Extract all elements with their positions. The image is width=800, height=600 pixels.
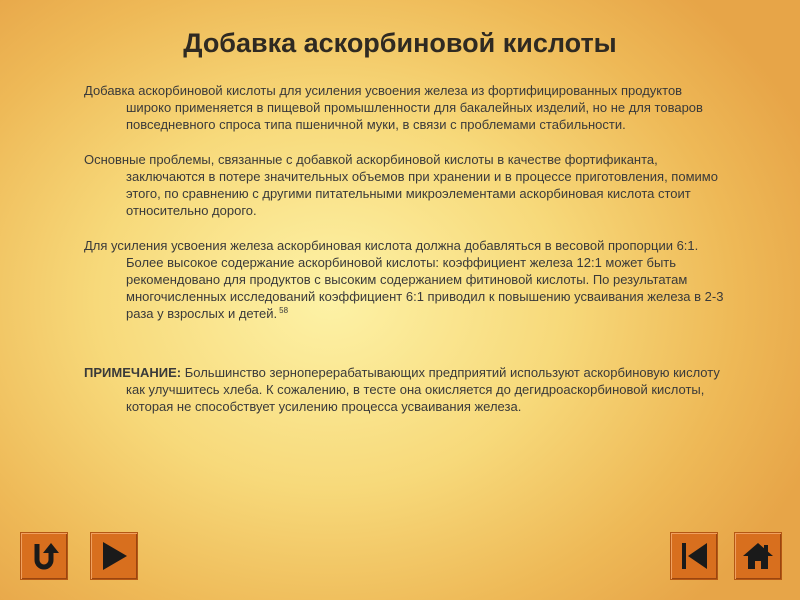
home-icon [740, 538, 776, 574]
return-icon [26, 538, 62, 574]
play-forward-icon [96, 538, 132, 574]
paragraph-3 [84, 237, 724, 322]
note-label: ПРИМЕЧАНИЕ: [84, 365, 182, 380]
home-button[interactable] [734, 532, 782, 580]
first-slide-button[interactable] [670, 532, 718, 580]
paragraph-3-text: Для усиления усвоения железа аскорбиновая кислота должна добавляться в весовой пропорции 6:1. Более высокое содержание аскорбиновой кислоты: коэффициент железа 12:1 может быть рекомендовано для продуктов с высоким содержанием фитиновой кислоты. По результатам многочисленных исследований коэффициент 6:1 приводил к повышению усваивания железа в 2-3 раза у взрослых и детей. [84, 238, 724, 321]
skip-to-start-icon [676, 538, 712, 574]
paragraph-1: Добавка аскорбиновой кислоты для усиления усвоения железа из фортифицированных продуктов широко применяется в пищевой промышленности для бакалейных изделий, но не для товаров повседневного спроса типа пшеничной муки, в связи с проблемами стабильности. [84, 83, 703, 132]
note-text: Большинство зерноперерабатывающих предприятий используют аскорбиновую кислоту как улучшитесь хлеба. К сожалению, в тесте она окисляется до дегидроаскорбиновой кислоты, которая не способствует усилению процесса усваивания железа. [126, 365, 720, 414]
reference-mark: 58 [279, 305, 289, 315]
paragraph-2: Основные проблемы, связанные с добавкой аскорбиновой кислоты в качестве фортификанта, заключаются в потере значительных объемов при хранении и в процессе приготовления, помимо этого, по сравнению с другими питательными микроэлементами аскорбиновая кислота стоит относительно дорого. [84, 152, 718, 218]
slide-body [84, 82, 724, 428]
slide-title: Добавка аскорбиновой кислоты [183, 28, 617, 58]
note-paragraph [84, 364, 724, 415]
next-slide-button[interactable] [90, 532, 138, 580]
return-button[interactable] [20, 532, 68, 580]
